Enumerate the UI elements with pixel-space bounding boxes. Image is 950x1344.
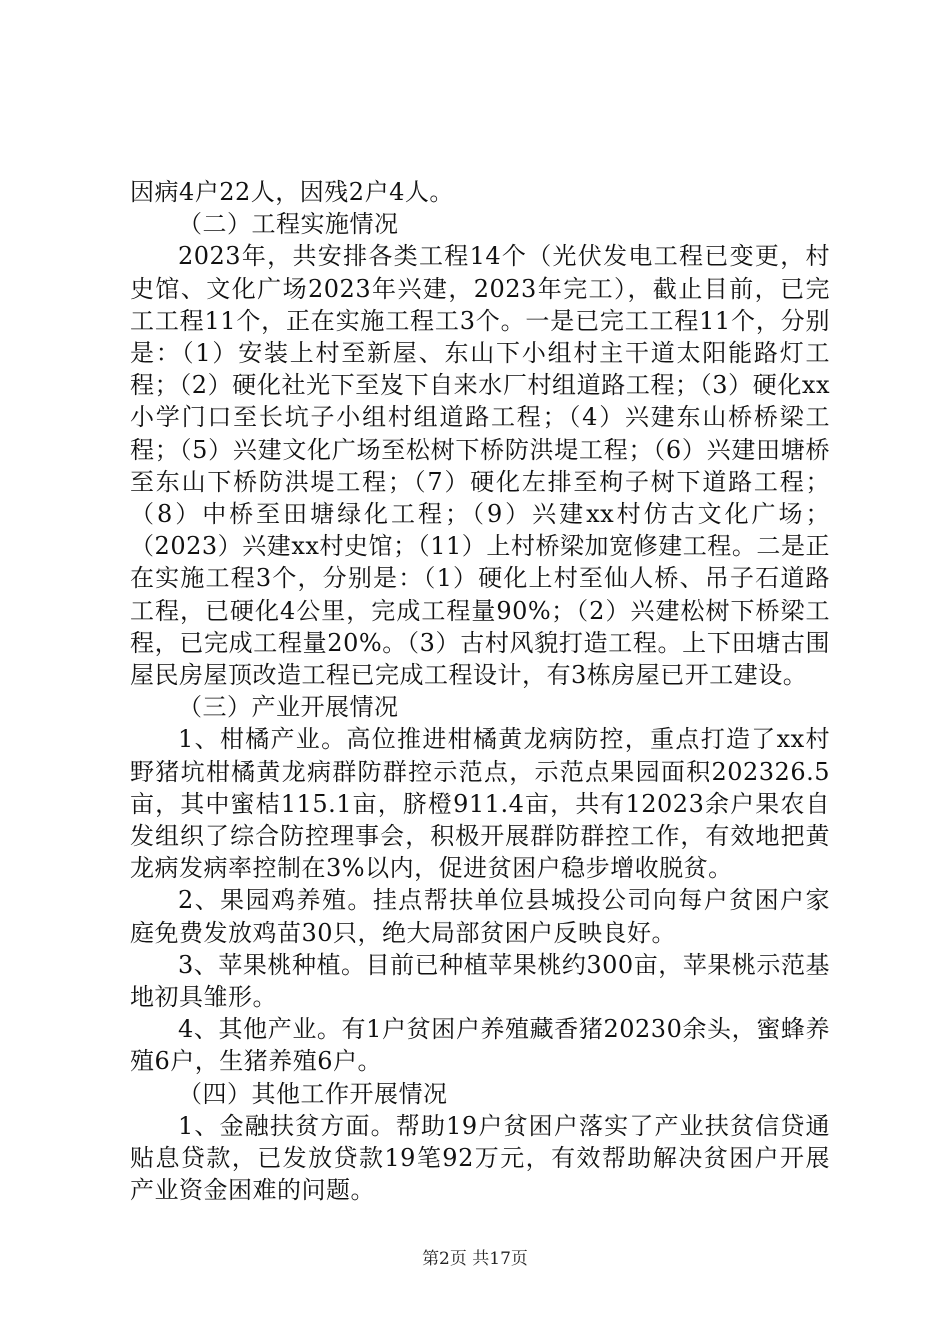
page-footer: 第2页 共17页 [422, 1249, 528, 1269]
paragraph-finance: 1、金融扶贫方面。帮助19户贫困户落实了产业扶贫信贷通贴息贷款，已发放贷款19笔92万元，有效帮助解决贫困户开展产业资金困难的问题。 [130, 1111, 830, 1205]
paragraph-engineering: 2023年，共安排各类工程14个（光伏发电工程已变更，村史馆、文化广场2023年兴建，2023年完工），截止目前，已完工工程11个，正在实施工程工3个。一是已完工工程11个，分别是：（1）安装上村至新屋、东山下小组村主干道太阳能路灯工程；（2）硬化社光下至岌下自来水厂村组道路工程；（3）硬化xx小学门口至长坑子小组村组道路工程；（4）兴建东山桥桥梁工程；（5）兴建文化广场至松树下桥防洪堤工程；（6）兴建田塘桥至东山下桥防洪堤工程；（7）硬化左排至枸子树下道路工程；（8）中桥至田塘绿化工程；（9）兴建xx村仿古文化广场；（2023）兴建xx村史馆；（11）上村桥梁加宽修建工程。二是正在实施工程3个，分别是：（1）硬化上村至仙人桥、吊子石道路工程，已硬化4公里，完成工程量90%；（2）兴建松树下桥梁工程，已完成工程量20%。（3）古村风貌打造工程。上下田塘古围屋民房屋顶改造工程已完成工程设计，有3栋房屋已开工建设。 [130, 242, 830, 690]
document-body [130, 176, 830, 1207]
paragraph-apple-peach: 3、苹果桃种植。目前已种植苹果桃约300亩，苹果桃示范基地初具雏形。 [130, 950, 830, 1012]
paragraph-citrus: 1、柑橘产业。高位推进柑橘黄龙病防控，重点打造了xx村野猪坑柑橘黄龙病群防群控示范点，示范点果园面积202326.5亩，其中蜜桔115.1亩，脐橙911.4亩，共有12023余户果农自发组织了综合防控理事会，积极开展群防群控工作，有效地把黄龙病发病率控制在3%以内，促进贫困户稳步增收脱贫。 [130, 725, 830, 883]
section-heading-other-work: （四）其他工作开展情况 [178, 1079, 448, 1108]
paragraph-chicken: 2、果园鸡养殖。挂点帮扶单位县城投公司向每户贫困户家庭免费发放鸡苗30只，绝大局部贫困户反映良好。 [130, 886, 830, 947]
section-heading-industry: （三）产业开展情况 [178, 693, 399, 722]
section-heading-engineering: （二）工程实施情况 [178, 210, 399, 239]
paragraph-other-industry: 4、其他产业。有1户贫困户养殖藏香猪20230余头，蜜蜂养殖6户，生猪养殖6户。 [130, 1015, 830, 1076]
paragraph-continuation: 因病4户22人，因残2户4人。 [130, 178, 454, 206]
